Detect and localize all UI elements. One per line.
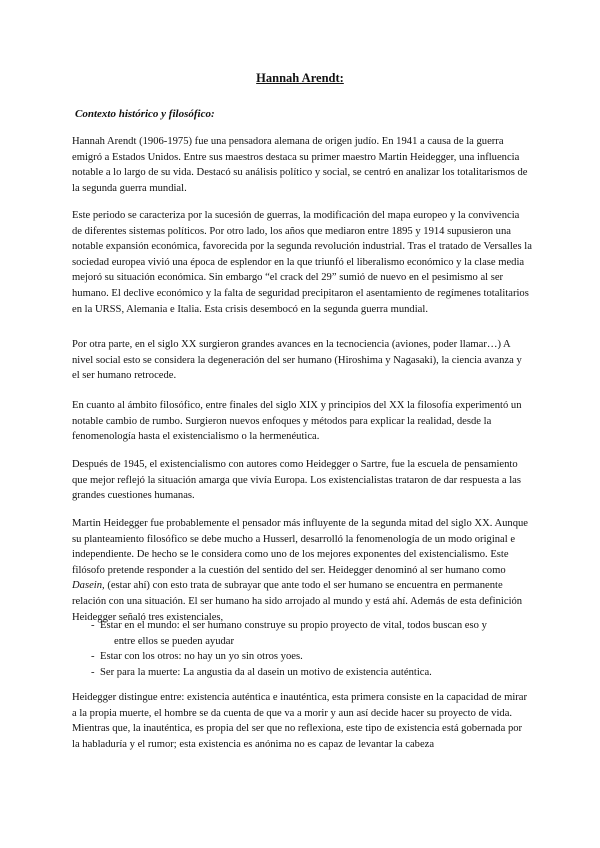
heidegger-text-end: (estar ahí) con esto trata de subrayar que ante todo el ser humano se encuentra en permanente relación con una situación. El ser humano ha sido arrojado al mundo y está ahí. Además de esta definición Heidegger señaló tres existenciales, bbox=[72, 580, 523, 623]
list-item-text: Ser para la muerte: La angustia da al dasein un motivo de existencia auténtica. bbox=[100, 666, 432, 678]
list-item-text: Estar con los otros: no hay un yo sin otros yoes. bbox=[100, 651, 303, 663]
paragraph-historical-context: Este periodo se caracteriza por la sucesión de guerras, la modificación del mapa europeo y la convivencia de diferentes sistemas políticos. Por otro lado, los años que mediaron entre 1895 y 1914 supusieron una notable expansión económica, favorecida por la segunda revolución industrial. Tras el tratado de Versalles la sociedad europea vivió una época de esplendor en la que triunfó el liberalismo económico y la clase media mejoró su situación económica. Sin embargo “el crack del 29” sumió de nuevo en el pesimismo al ser humano. El declive económico y la falta de seguridad precipitaron el asentamiento de regímenes totalitarios en la URSS, Alemania e Italia. Esta crisis desembocó en la segunda guerra mundial. bbox=[72, 210, 532, 315]
list-item bbox=[91, 665, 521, 681]
paragraph-technoscience: Por otra parte, en el siglo XX surgieron grandes avances en la tecnociencia (aviones, poder llamar…) A nivel social esto se considera la degeneración del ser humano (Hiroshima y Nagasaki), la ciencia avanza y el ser humano retrocede. bbox=[72, 339, 522, 382]
document-title: Hannah Arendt: bbox=[256, 71, 344, 85]
list-dash: - bbox=[91, 666, 95, 678]
paragraph-philosophical-context: En cuanto al ámbito filosófico, entre finales del siglo XIX y principios del XX la filosofía experimentó un notable cambio de rumbo. Surgieron nuevos enfoques y métodos para explicar la realidad, desde la fenomenología hasta el existencialismo o la hermenéutica. bbox=[72, 400, 522, 443]
list-item bbox=[91, 649, 521, 665]
paragraph-authentic-existence: Heidegger distingue entre: existencia auténtica e inauténtica, esta primera consiste en la capacidad de mirar a la propia muerte, el hombre se da cuenta de que va a morir y aun así decide hacer su proyecto de vida. Mientras que, la inauténtica, es propia del ser que no reflexiona, este tipo de existencia está gobernada por la habladuría y el rumor; esta existencia es anónima no es capaz de levantar la cabeza bbox=[72, 692, 528, 750]
section-subtitle: Contexto histórico y filosófico: bbox=[75, 108, 215, 120]
heidegger-text-start: Martin Heidegger fue probablemente el pensador más influyente de la segunda mitad del siglo XX. Aunque su planteamiento filosófico se debe mucho a Husserl, desarrolló la fenomenología de un modo original e independiente. De hecho se le considera como uno de los mejores exponentes del existencialismo. Este filósofo pretende responder a la cuestión del sentido del ser. Heidegger denominó al ser humano como bbox=[72, 518, 528, 576]
list-dash: - bbox=[91, 620, 95, 631]
paragraph-existentialism: Después de 1945, el existencialismo con autores como Heidegger o Sartre, fue la escuela de pensamiento que mejor reflejó la situación amarga que vivía Europa. Los existencialistas trataron de dar respuesta a las grandes cuestiones humanas. bbox=[72, 459, 521, 502]
list-item bbox=[91, 618, 521, 649]
list-dash: - bbox=[91, 651, 95, 663]
list-item-text: Estar en el mundo: el ser humano construye su propio proyecto de vital, todos buscan eso y bbox=[100, 620, 487, 631]
paragraph-heidegger bbox=[72, 516, 532, 625]
paragraph-biography: Hannah Arendt (1906-1975) fue una pensadora alemana de origen judío. En 1941 a causa de la guerra emigró a Estados Unidos. Entre sus maestros destaca su primer maestro Martin Heidegger, una influencia notable a lo largo de su vida. Destacó su análisis político y social, se centró en analizar los totalitarismos de la segunda guerra mundial. bbox=[72, 136, 528, 194]
dasein-term: Dasein, bbox=[72, 580, 105, 592]
list-item-continuation: entre ellos se pueden ayudar bbox=[114, 635, 235, 647]
existenciales-list bbox=[91, 618, 521, 680]
